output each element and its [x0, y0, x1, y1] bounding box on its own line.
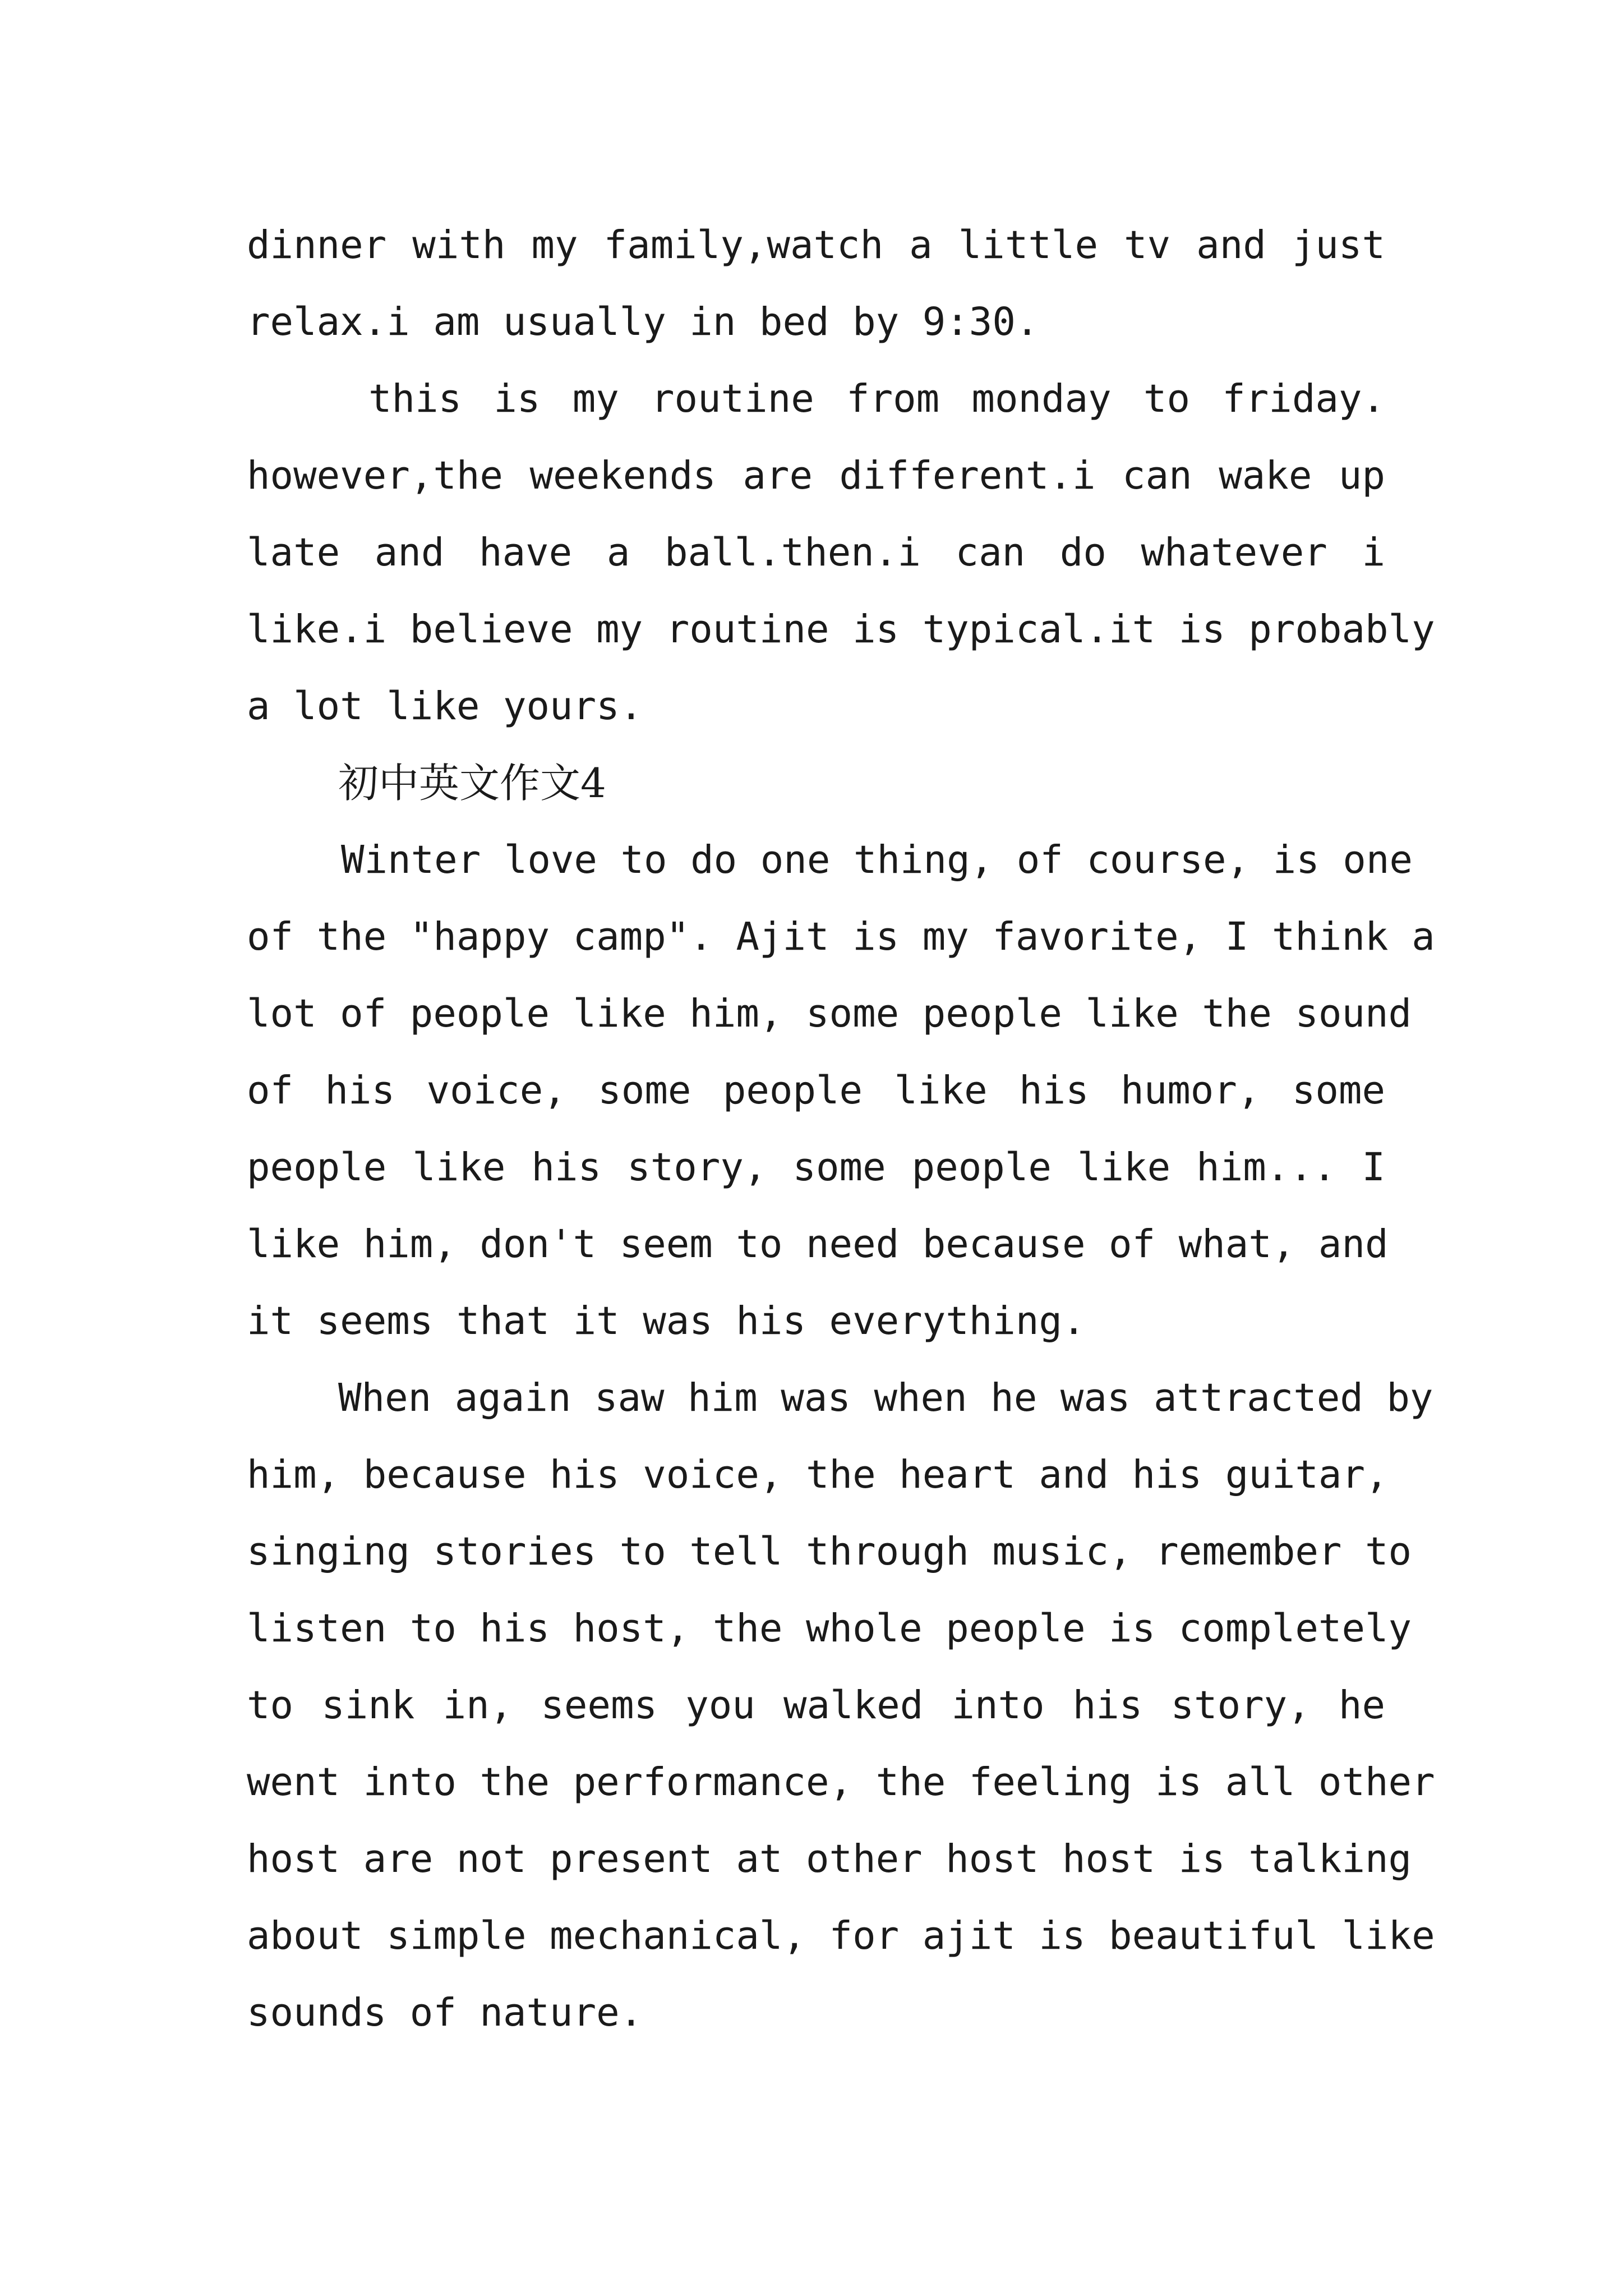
- paragraph-4-line-5: to sink in, seems you walked into his story, he: [247, 1683, 1385, 1728]
- paragraph-1-line-2: relax.i am usually in bed by 9:30.: [247, 300, 1039, 344]
- paragraph-3-line-6: like him, don't seem to need because of what, and: [247, 1222, 1389, 1267]
- paragraph-4-line-3: singing stories to tell through music, remember to: [247, 1529, 1412, 1574]
- paragraph-3-line-2: of the "happy camp". Ajit is my favorite, I think a: [247, 914, 1435, 959]
- paragraph-3-line-4: of his voice, some people like his humor, some: [247, 1068, 1385, 1113]
- paragraph-1-line-1: dinner with my family,watch a little tv and just: [247, 223, 1385, 268]
- paragraph-3-line-3: lot of people like him, some people like the sound: [247, 991, 1412, 1036]
- paragraph-4-line-7: host are not present at other host host is talking: [247, 1837, 1412, 1881]
- paragraph-4-line-4: listen to his host, the whole people is completely: [247, 1606, 1412, 1651]
- paragraph-3-line-1: Winter love to do one thing, of course, is one: [341, 838, 1413, 882]
- paragraph-3-line-7: it seems that it was his everything.: [247, 1299, 1086, 1343]
- paragraph-2-line-3: late and have a ball.then.i can do whatever i: [247, 530, 1385, 575]
- paragraph-2-line-2: however,the weekends are different.i can wake up: [247, 453, 1385, 498]
- paragraph-2-line-5: a lot like yours.: [247, 684, 643, 729]
- paragraph-3-line-5: people like his story, some people like him... I: [247, 1145, 1385, 1190]
- paragraph-4-line-9: sounds of nature.: [247, 1990, 643, 2035]
- paragraph-2-line-4: like.i believe my routine is typical.it is probably: [247, 607, 1435, 652]
- section-heading: 初中英文作文4: [338, 760, 606, 807]
- paragraph-4-line-2: him, because his voice, the heart and his guitar,: [247, 1452, 1389, 1497]
- paragraph-4-line-1: When again saw him was when he was attracted by: [338, 1375, 1433, 1420]
- paragraph-4-line-8: about simple mechanical, for ajit is beautiful like: [247, 1913, 1435, 1958]
- paragraph-4-line-6: went into the performance, the feeling is all other: [247, 1760, 1435, 1805]
- paragraph-2-line-1: this is my routine from monday to friday.: [368, 376, 1385, 421]
